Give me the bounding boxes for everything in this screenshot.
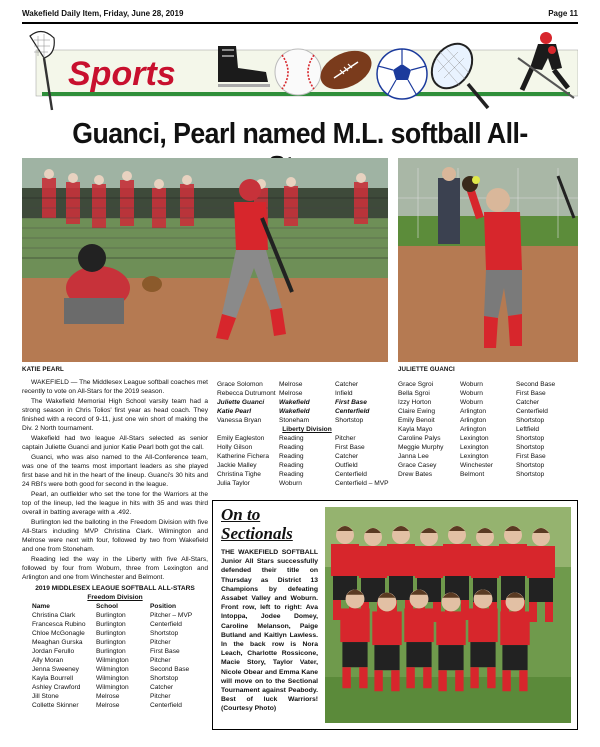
roster-name: Kayla Mayo xyxy=(398,426,433,433)
roster-row xyxy=(398,389,578,398)
roster-school: Burlington xyxy=(96,648,126,655)
roster-row xyxy=(398,398,578,407)
roster-position: Leftfield xyxy=(516,426,540,433)
roster-row xyxy=(22,629,208,638)
roster-name: Jill Stone xyxy=(32,693,59,700)
roster-name: Bella Sgroi xyxy=(398,390,430,397)
roster-row xyxy=(217,416,397,425)
roster-position: Centerfield – MVP xyxy=(335,480,389,487)
baseball-icon xyxy=(275,49,321,95)
roster-position: Pitcher – MVP xyxy=(150,612,193,619)
roster-position: Shortstop xyxy=(335,417,364,424)
roster-position: Outfield xyxy=(335,462,358,469)
soccer-ball-icon xyxy=(377,49,427,99)
article-paragraph: Wakefield had two league All-Stars selected as senior captain Juliette Guanci and junior Katie Pearl both got the call. xyxy=(22,435,208,451)
roster-position: Second Base xyxy=(150,666,190,673)
roster-school: Lexington xyxy=(460,444,489,451)
roster-position: Shortstop xyxy=(150,675,179,682)
roster-position: Pitcher xyxy=(335,435,356,442)
roster-row xyxy=(22,692,208,701)
liberty-division-title: Liberty Division xyxy=(282,426,332,433)
article-body xyxy=(22,378,208,583)
roster-column-3 xyxy=(398,380,578,479)
roster-position: First Base xyxy=(516,453,546,460)
roster-row xyxy=(22,611,208,620)
roster-school: Belmont xyxy=(460,471,485,478)
roster-name: Vanessa Bryan xyxy=(217,417,262,424)
roster-position: First Base xyxy=(516,390,546,397)
roster-column-2 xyxy=(217,380,397,488)
roster-name: Grace Solomon xyxy=(217,381,263,388)
photo-katie-pearl xyxy=(22,158,388,362)
roster-position: First Base xyxy=(150,648,180,655)
roster-name: Drew Bates xyxy=(398,471,433,478)
roster-name: Rebecca Dutrumont xyxy=(217,390,276,397)
roster-position: Catcher xyxy=(516,399,540,406)
publication-dateline: Wakefield Daily Item, Friday, June 28, 2019 xyxy=(22,8,184,18)
roster-name: Meggie Murphy xyxy=(398,444,444,451)
roster-row xyxy=(398,461,578,470)
roster-school: Wilmington xyxy=(96,675,129,682)
roster-school: Woburn xyxy=(460,381,483,388)
article-paragraph: The Wakefield Memorial High School varsity team had a strong season in Chris Tolios' first year as head coach. They finished with a record of 9-11, just one win short of making the Div. 2 North tournament. xyxy=(22,398,208,432)
roster-name: Caroline Palys xyxy=(398,435,441,442)
banner-title: Sports xyxy=(68,55,176,93)
roster-row xyxy=(22,674,208,683)
roster-name: Emily Benoit xyxy=(398,417,435,424)
roster-row xyxy=(398,470,578,479)
roster-position: Shortstop xyxy=(516,462,545,469)
article-paragraph: Guanci, who was also named to the All-Conference team, was one of the teams most important leaders as she played first base and hit in the heart of the lineup. Guanci's 30 hits and 24 RBI's were both good for second in the league. xyxy=(22,454,208,488)
roster-school: Wakefield xyxy=(279,408,310,415)
roster-name: Katherine Fichera xyxy=(217,453,270,460)
roster-name: Izzy Horton xyxy=(398,399,432,406)
roster-title: 2019 MIDDLESEX LEAGUE SOFTBALL ALL-STARS xyxy=(35,585,195,592)
roster-position: Centerfield xyxy=(150,702,182,709)
article-paragraph: Pearl, an outfielder who set the tone for the Warriors at the top of the lineup, led the league in hits with 35 and was third overall in batting average with a .492. xyxy=(22,491,208,516)
roster-position: Centerfield xyxy=(335,471,367,478)
roster-school: Reading xyxy=(279,435,304,442)
roster-position: Catcher xyxy=(150,684,174,691)
roster-row xyxy=(398,443,578,452)
roster-school: Stoneham xyxy=(279,417,310,424)
roster-row xyxy=(217,398,397,407)
col-school-header: School xyxy=(96,603,118,610)
roster-school: Woburn xyxy=(460,390,483,397)
roster-name: Christina Clark xyxy=(32,612,76,619)
roster-row xyxy=(22,683,208,692)
roster-name: Christina Tighe xyxy=(217,471,261,478)
roster-school: Wilmington xyxy=(96,684,129,691)
roster-name: Jordan Ferullo xyxy=(32,648,75,655)
roster-row xyxy=(22,620,208,629)
roster-position: Second Base xyxy=(516,381,556,388)
freedom-division-title: Freedom Division xyxy=(87,594,143,601)
roster-name: Ally Moran xyxy=(32,657,64,664)
roster-position: Catcher xyxy=(335,381,359,388)
roster-school: Reading xyxy=(279,471,304,478)
roster-row xyxy=(22,701,208,710)
roster-position: Shortstop xyxy=(150,630,179,637)
col-position-header: Position xyxy=(150,603,177,610)
roster-name: Grace Casey xyxy=(398,462,437,469)
roster-row xyxy=(217,452,397,461)
roster-row xyxy=(398,452,578,461)
roster-school: Burlington xyxy=(96,612,126,619)
roster-name: Jackie Malley xyxy=(217,462,257,469)
roster-position: Shortstop xyxy=(516,471,545,478)
roster-name: Jenna Sweeney xyxy=(32,666,79,673)
roster-row xyxy=(22,647,208,656)
sectionals-body: THE WAKEFIELD SOFTBALL Junior All Stars successfully defended their title on Thursday as District 13 Champions by defeating Assabet Valley and Woburn. Front row, left to right: Ava Intoppa, Jodee Domey, Caroline Melanson, Paige Butland and Kaitlyn Lawless. In the back row is Nora Leach, Charlotte Rossicone, Macie Story, Taylor Vater, Nicole Obear and Emma Kane will move on to the Sectional Tournament against Peabody. Best of luck Warriors! (Courtesy Photo) xyxy=(221,549,318,713)
roster-name: Emily Eagleston xyxy=(217,435,265,442)
roster-school: Burlington xyxy=(96,639,126,646)
roster-row xyxy=(398,407,578,416)
roster-school: Reading xyxy=(279,453,304,460)
roster-name: Katie Pearl xyxy=(217,408,252,415)
roster-name: Juliette Guanci xyxy=(217,399,265,406)
article-paragraph: Reading led the way in the Liberty with five All-Stars, followed by four from Woburn, three from Lexington and Arlington and one from Winchester and Belmont. xyxy=(22,556,208,581)
roster-position: Centerfield xyxy=(516,408,548,415)
roster-position: Infield xyxy=(335,390,353,397)
roster-school: Lexington xyxy=(460,453,489,460)
roster-position: Pitcher xyxy=(150,657,171,664)
caption-left: KATIE PEARL xyxy=(22,366,64,373)
roster-name: Chloe McGonagle xyxy=(32,630,85,637)
roster-position: Centerfield xyxy=(335,408,370,415)
roster-position: Pitcher xyxy=(150,639,171,646)
roster-row xyxy=(217,470,397,479)
roster-school: Wilmington xyxy=(96,666,129,673)
roster-position: Pitcher xyxy=(150,693,171,700)
article-paragraph: Burlington led the balloting in the Freedom Division with five All-Stars including MVP Christina Clark. Wilmington and Melrose were next with four, followed by two from Wakefield and one from Stoneham. xyxy=(22,519,208,553)
roster-school: Melrose xyxy=(279,390,303,397)
roster-name: Julia Taylor xyxy=(217,480,250,487)
sports-banner xyxy=(22,28,578,114)
roster-school: Wilmington xyxy=(96,657,129,664)
roster-row xyxy=(22,665,208,674)
roster-row xyxy=(22,656,208,665)
caption-right: JULIETTE GUANCI xyxy=(398,366,455,373)
roster-position: Shortstop xyxy=(516,435,545,442)
roster-freedom-a xyxy=(22,584,208,710)
photo-juliette-guanci xyxy=(398,158,578,362)
roster-name: Collette Skinner xyxy=(32,702,79,709)
roster-name: Claire Ewing xyxy=(398,408,436,415)
team-photo xyxy=(325,507,571,723)
sectionals-title xyxy=(221,505,317,543)
page-number: Page 11 xyxy=(548,8,578,18)
col-name-header: Name xyxy=(32,603,50,610)
roster-name: Ashley Crawford xyxy=(32,684,81,691)
roster-row xyxy=(398,416,578,425)
header-rule xyxy=(22,22,578,24)
roster-position: Shortstop xyxy=(516,444,545,451)
roster-school: Arlington xyxy=(460,417,487,424)
sectionals-title-line-2: Sectionals xyxy=(221,524,293,543)
roster-header-row xyxy=(22,602,208,611)
roster-name: Kayla Bourrell xyxy=(32,675,74,682)
roster-school: Reading xyxy=(279,462,304,469)
roster-school: Reading xyxy=(279,444,304,451)
roster-school: Arlington xyxy=(460,426,487,433)
page-header xyxy=(22,6,578,20)
roster-school: Woburn xyxy=(279,480,302,487)
sectionals-box xyxy=(212,500,578,730)
roster-row xyxy=(398,380,578,389)
article-paragraph: WAKEFIELD — The Middlesex League softball coaches met recently to vote on All-Stars for the 2019 season. xyxy=(22,379,208,395)
roster-row xyxy=(217,479,397,488)
roster-row xyxy=(398,425,578,434)
roster-school: Lexington xyxy=(460,435,489,442)
roster-name: Grace Sgroi xyxy=(398,381,434,388)
roster-position: First Base xyxy=(335,444,365,451)
roster-name: Francesca Rubino xyxy=(32,621,86,628)
roster-row xyxy=(398,434,578,443)
roster-row xyxy=(22,638,208,647)
roster-school: Melrose xyxy=(96,693,120,700)
roster-position: Shortstop xyxy=(516,417,545,424)
roster-school: Burlington xyxy=(96,621,126,628)
roster-row xyxy=(217,380,397,389)
roster-name: Meaghan Gurska xyxy=(32,639,83,646)
roster-school: Wakefield xyxy=(279,399,310,406)
roster-name: Janna Lee xyxy=(398,453,429,460)
headline: Guanci, Pearl named M.L. softball All- xyxy=(72,118,528,150)
sectionals-title-line-1: On to xyxy=(221,505,261,524)
roster-school: Melrose xyxy=(96,702,120,709)
roster-school: Arlington xyxy=(460,408,487,415)
roster-row xyxy=(217,407,397,416)
roster-position: Catcher xyxy=(335,453,359,460)
roster-name: Holly Gilson xyxy=(217,444,253,451)
roster-school: Winchester xyxy=(460,462,493,469)
roster-row xyxy=(217,389,397,398)
roster-school: Melrose xyxy=(279,381,303,388)
roster-school: Woburn xyxy=(460,399,483,406)
roster-row xyxy=(217,443,397,452)
roster-school: Burlington xyxy=(96,630,126,637)
roster-row xyxy=(217,434,397,443)
roster-row xyxy=(217,461,397,470)
roster-position: Centerfield xyxy=(150,621,182,628)
roster-position: First Base xyxy=(335,399,367,406)
